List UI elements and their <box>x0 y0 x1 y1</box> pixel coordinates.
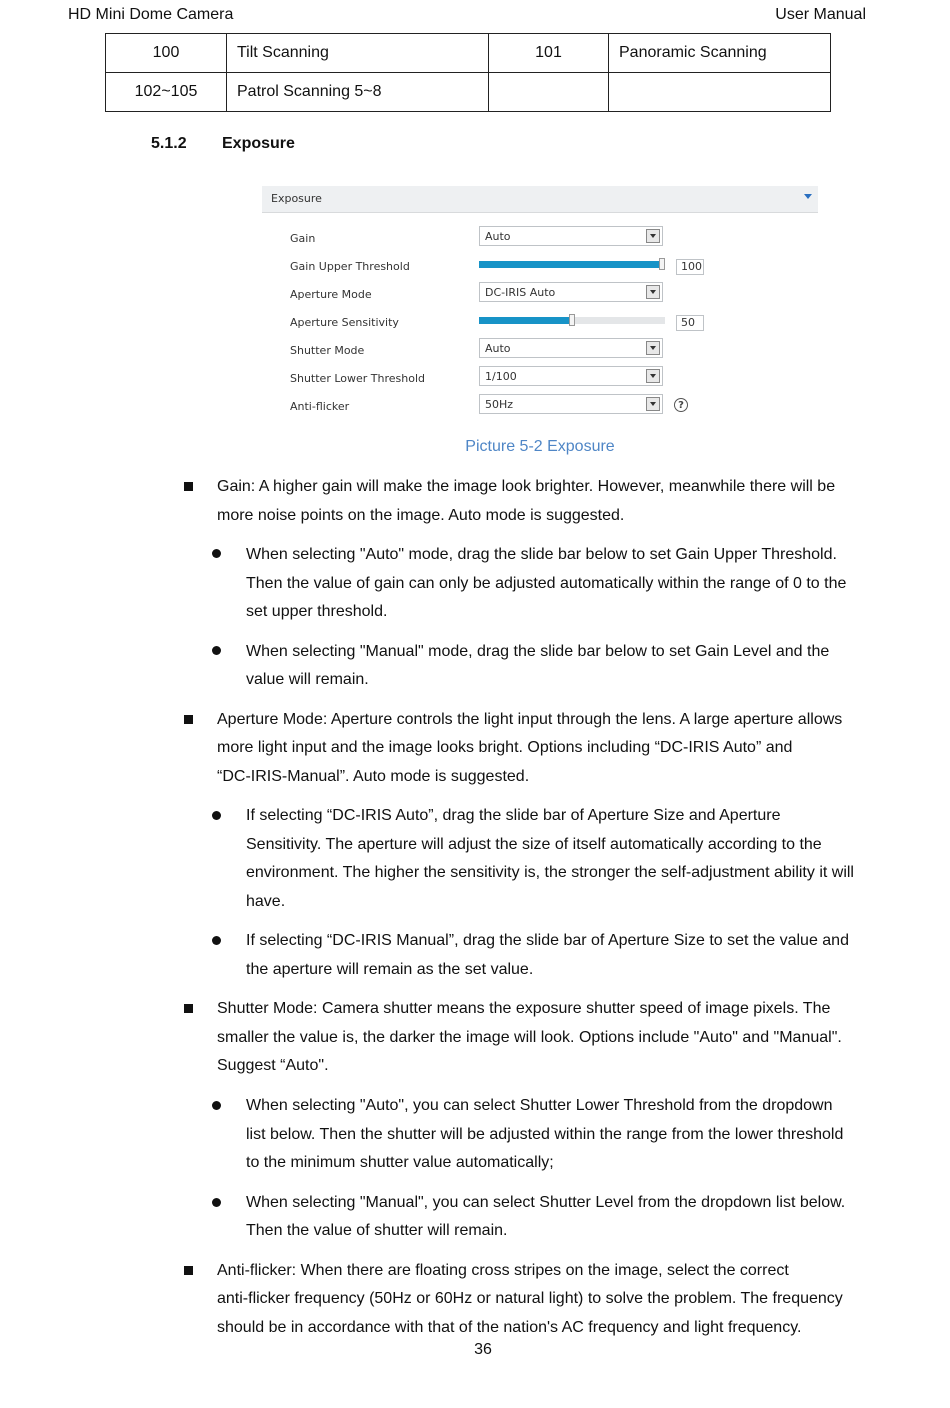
gain-upper-threshold-value[interactable]: 100 <box>676 259 704 275</box>
dropdown-arrow-icon[interactable] <box>646 369 660 383</box>
table-cell: Panoramic Scanning <box>609 34 831 73</box>
gain-upper-threshold-label: Gain Upper Threshold <box>290 260 410 273</box>
shutter-mode-label: Shutter Mode <box>290 344 365 357</box>
round-bullet-icon <box>212 811 221 820</box>
paragraph-line: set upper threshold. <box>246 603 388 620</box>
paragraph-line: more light input and the image looks bright. Options including “DC-IRIS Auto” and <box>217 739 793 756</box>
table-cell <box>609 73 831 112</box>
round-bullet-icon <box>212 646 221 655</box>
paragraph-line: should be in accordance with that of the nation's AC frequency and light frequency. <box>217 1319 802 1336</box>
aperture-sensitivity-slider[interactable] <box>479 317 665 324</box>
shutter-mode-select[interactable] <box>479 338 663 358</box>
help-icon[interactable]: ? <box>674 398 688 412</box>
aperture-mode-select[interactable] <box>479 282 663 302</box>
paragraph-line: If selecting “DC-IRIS Manual”, drag the slide bar of Aperture Size to set the value and <box>246 932 849 949</box>
paragraph-line: When selecting "Manual" mode, drag the slide bar below to set Gain Level and the <box>246 643 830 660</box>
section-number: 5.1.2 <box>151 135 187 152</box>
paragraph-line: When selecting "Manual", you can select Shutter Level from the dropdown list below. <box>246 1194 846 1211</box>
square-bullet-icon <box>184 482 193 491</box>
shutter-lower-threshold-label: Shutter Lower Threshold <box>290 372 425 385</box>
paragraph-line: Suggest “Auto". <box>217 1057 329 1074</box>
table-cell: Tilt Scanning <box>227 34 489 73</box>
paragraph-line: to the minimum shutter value automatically; <box>246 1154 554 1171</box>
paragraph-line: smaller the value is, the darker the image will look. Options include "Auto" and "Manual". <box>217 1029 842 1046</box>
slider-handle[interactable] <box>569 314 575 326</box>
gain-label: Gain <box>290 232 316 245</box>
slider-fill <box>479 261 662 268</box>
command-table <box>105 33 831 112</box>
aperture-sensitivity-value[interactable]: 50 <box>676 315 704 331</box>
anti-flicker-select[interactable] <box>479 394 663 414</box>
table-cell: Patrol Scanning 5~8 <box>227 73 489 112</box>
gain-value: Auto <box>485 230 511 243</box>
table-cell <box>489 73 609 112</box>
paragraph-line: Then the value of shutter will remain. <box>246 1222 508 1239</box>
slider-handle[interactable] <box>659 258 665 270</box>
paragraph-line: value will remain. <box>246 671 369 688</box>
table-cell: 100 <box>106 34 227 73</box>
paragraph-line: have. <box>246 893 286 910</box>
paragraph-line: list below. Then the shutter will be adjusted within the range from the lower threshold <box>246 1126 844 1143</box>
page-number: 36 <box>474 1341 492 1358</box>
paragraph-line: more noise points on the image. Auto mode is suggested. <box>217 507 625 524</box>
paragraph-line: Sensitivity. The aperture will adjust the size of itself automatically according to the <box>246 836 822 853</box>
round-bullet-icon <box>212 1198 221 1207</box>
paragraph-line: Shutter Mode: Camera shutter means the exposure shutter speed of image pixels. The <box>217 1000 831 1017</box>
paragraph-line: If selecting “DC-IRIS Auto”, drag the slide bar of Aperture Size and Aperture <box>246 807 781 824</box>
exposure-panel <box>262 186 818 418</box>
square-bullet-icon <box>184 1266 193 1275</box>
paragraph-line: Then the value of gain can only be adjusted automatically within the range of 0 to the <box>246 575 847 592</box>
square-bullet-icon <box>184 715 193 724</box>
paragraph-line: “DC-IRIS-Manual”. Auto mode is suggested. <box>217 768 530 785</box>
header-right: User Manual <box>775 6 866 23</box>
paragraph-line: Anti-flicker: When there are floating cross stripes on the image, select the correct <box>217 1262 789 1279</box>
table-cell: 102~105 <box>106 73 227 112</box>
shutter-mode-value: Auto <box>485 342 511 355</box>
anti-flicker-value: 50Hz <box>485 398 514 411</box>
panel-header[interactable] <box>262 186 818 213</box>
paragraph-line: anti-flicker frequency (50Hz or 60Hz or natural light) to solve the problem. The frequency <box>217 1290 843 1307</box>
slider-fill <box>479 317 572 324</box>
paragraph-line: When selecting "Auto" mode, drag the slide bar below to set Gain Upper Threshold. <box>246 546 837 563</box>
dropdown-arrow-icon[interactable] <box>646 341 660 355</box>
paragraph-line: Aperture Mode: Aperture controls the light input through the lens. A large aperture allows <box>217 711 843 728</box>
section-title: Exposure <box>222 135 295 152</box>
gain-upper-threshold-slider[interactable] <box>479 261 665 268</box>
square-bullet-icon <box>184 1004 193 1013</box>
aperture-mode-value: DC-IRIS Auto <box>485 286 556 299</box>
figure-caption: Picture 5-2 Exposure <box>465 438 615 455</box>
shutter-lower-threshold-value: 1/100 <box>485 370 517 383</box>
paragraph-line: environment. The higher the sensitivity is, the stronger the self-adjustment ability it will <box>246 864 854 881</box>
panel-title: Exposure <box>271 192 322 205</box>
shutter-lower-threshold-select[interactable] <box>479 366 663 386</box>
paragraph-line: the aperture will remain as the set value. <box>246 961 534 978</box>
table-row <box>106 73 831 112</box>
gain-select[interactable] <box>479 226 663 246</box>
table-cell: 101 <box>489 34 609 73</box>
collapse-arrow-icon[interactable] <box>804 194 812 199</box>
round-bullet-icon <box>212 549 221 558</box>
header-left: HD Mini Dome Camera <box>68 6 234 23</box>
round-bullet-icon <box>212 936 221 945</box>
aperture-sensitivity-label: Aperture Sensitivity <box>290 316 399 329</box>
table-row <box>106 34 831 73</box>
anti-flicker-label: Anti-flicker <box>290 400 350 413</box>
round-bullet-icon <box>212 1101 221 1110</box>
paragraph-line: Gain: A higher gain will make the image look brighter. However, meanwhile there will be <box>217 478 836 495</box>
aperture-mode-label: Aperture Mode <box>290 288 372 301</box>
dropdown-arrow-icon[interactable] <box>646 285 660 299</box>
dropdown-arrow-icon[interactable] <box>646 229 660 243</box>
paragraph-line: When selecting "Auto", you can select Shutter Lower Threshold from the dropdown <box>246 1097 833 1114</box>
dropdown-arrow-icon[interactable] <box>646 397 660 411</box>
